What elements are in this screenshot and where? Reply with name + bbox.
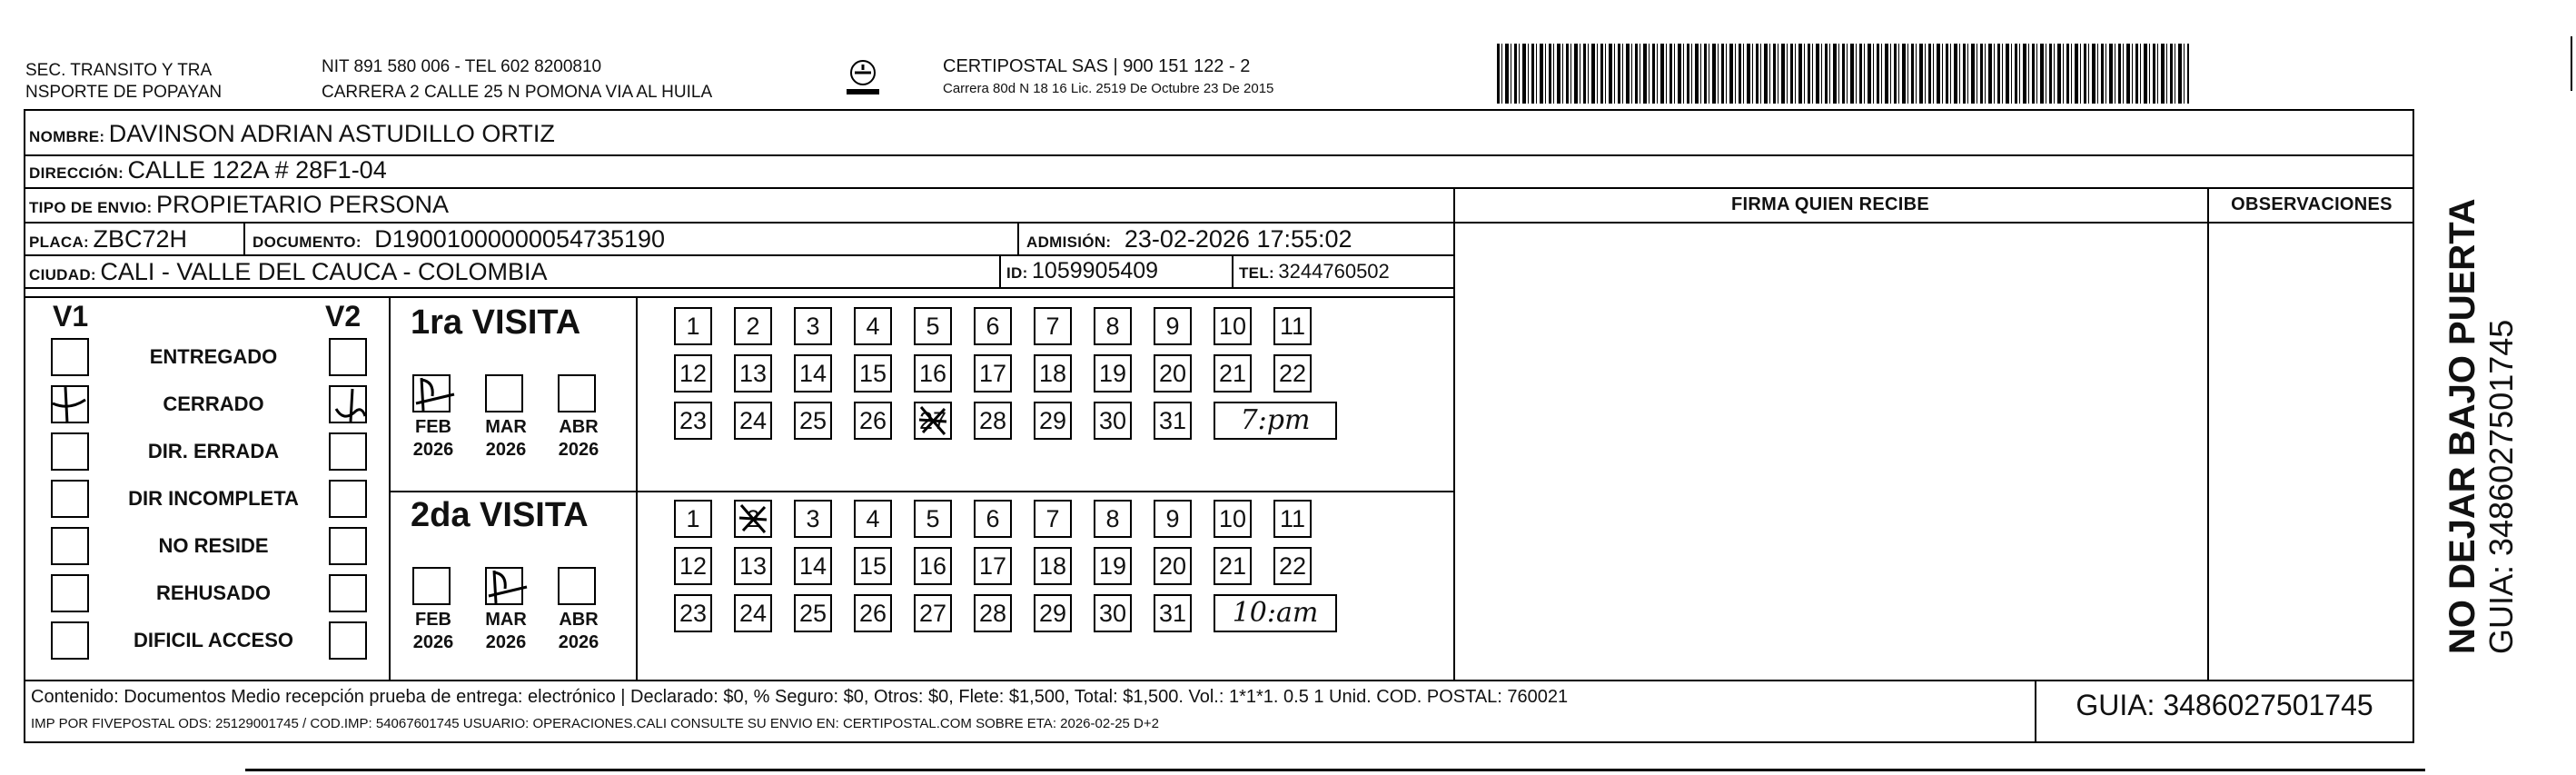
rule — [243, 222, 245, 254]
direccion-value: CALLE 122A # 28F1-04 — [127, 156, 387, 184]
rule — [24, 296, 1455, 298]
rule — [389, 491, 1455, 492]
sender-name — [25, 60, 222, 104]
visit2-day[interactable]: 3 — [794, 500, 832, 538]
side-text — [2442, 198, 2520, 654]
observaciones-header: OBSERVACIONES — [2231, 194, 2393, 214]
visit2-month-checkbox[interactable] — [412, 567, 451, 605]
month-year: 2026 — [485, 440, 527, 460]
side-warning: NO DEJAR BAJO PUERTA — [2442, 198, 2482, 654]
visit1-time-box[interactable] — [1214, 402, 1337, 440]
visit2-day[interactable]: 1 — [674, 500, 712, 538]
barcode — [1497, 44, 2189, 104]
status-label: REHUSADO — [156, 581, 271, 604]
status-label: DIFICIL ACCESO — [133, 629, 293, 651]
visit2-day[interactable]: 7 — [1034, 500, 1072, 538]
visit1-day[interactable]: 2 — [734, 307, 772, 345]
visit1-day[interactable]: 31 — [1154, 402, 1192, 440]
visit1-day[interactable]: 23 — [674, 402, 712, 440]
footer-contenido: Contenido: Documentos Medio recepción prueba de entrega: electrónico | Declarado: $0, % Seguro: $0, Otros: $0, Flete: $1,500, Total: $1,500. Vol.: 1*1*1. 0.5 1 Unid. COD. POSTAL: 760021 — [31, 687, 1569, 707]
rule — [389, 296, 391, 680]
visit1-month-checkbox[interactable] — [412, 374, 451, 412]
visit1-day[interactable]: 22 — [1273, 354, 1312, 392]
v2-checkbox[interactable] — [329, 432, 367, 471]
v1-checkbox[interactable] — [51, 432, 89, 471]
sender-line1: SEC. TRANSITO Y TRA — [25, 61, 213, 80]
row-direccion — [29, 156, 387, 184]
firma-header: FIRMA QUIEN RECIBE — [1731, 194, 1929, 214]
visit1-day[interactable]: 20 — [1154, 354, 1192, 392]
visit1-day[interactable]: 26 — [854, 402, 892, 440]
documento-label: DOCUMENTO: — [253, 233, 362, 251]
visit1-day[interactable]: 1 — [674, 307, 712, 345]
tipo-value: PROPIETARIO PERSONA — [155, 191, 450, 218]
v2-checkbox[interactable] — [329, 338, 367, 376]
v1-checkbox[interactable] — [51, 480, 89, 518]
carrier-info — [943, 56, 1273, 96]
placa-value: ZBC72H — [93, 225, 187, 253]
check-mark-icon — [49, 383, 89, 427]
v2-checkbox[interactable] — [329, 385, 367, 423]
visit1-day[interactable]: 19 — [1094, 354, 1132, 392]
admision-value: 23-02-2026 17:55:02 — [1124, 225, 1352, 253]
visit2-day[interactable]: 16 — [914, 547, 952, 585]
visit2-day[interactable]: 13 — [734, 547, 772, 585]
visit1-day[interactable]: 17 — [974, 354, 1012, 392]
visit2-time: 10:am — [1232, 597, 1319, 629]
visit1-month-label — [476, 416, 536, 462]
rule — [1232, 254, 1234, 287]
visit1-day[interactable]: 24 — [734, 402, 772, 440]
nombre-value: DAVINSON ADRIAN ASTUDILLO ORTIZ — [108, 120, 555, 147]
row-tipo — [29, 191, 449, 219]
rule — [24, 222, 2414, 224]
visit2-day[interactable]: 14 — [794, 547, 832, 585]
visit2-day[interactable]: 25 — [794, 594, 832, 632]
visit2-day[interactable]: 10 — [1214, 500, 1252, 538]
visit1-day[interactable]: 30 — [1094, 402, 1132, 440]
v2-label: V2 — [325, 300, 362, 333]
visit2-day[interactable]: 8 — [1094, 500, 1132, 538]
tipo-label: TIPO DE ENVIO: — [29, 199, 153, 216]
row-nombre — [29, 120, 555, 148]
direccion-label: DIRECCIÓN: — [29, 164, 124, 182]
visit1-day[interactable]: 4 — [854, 307, 892, 345]
v1-checkbox[interactable] — [51, 574, 89, 612]
month-name: ABR — [559, 417, 599, 437]
visit2-time-box[interactable] — [1214, 594, 1337, 632]
visit2-day[interactable]: 27 — [914, 594, 952, 632]
status-label: ENTREGADO — [149, 345, 278, 368]
visit1-day[interactable]: 12 — [674, 354, 712, 392]
v2-checkbox[interactable] — [329, 574, 367, 612]
visit1-day[interactable]: 21 — [1214, 354, 1252, 392]
status-label: DIR INCOMPLETA — [128, 487, 299, 510]
visit2-day[interactable]: 5 — [914, 500, 952, 538]
month-name: MAR — [485, 610, 527, 630]
visit2-day[interactable]: 28 — [974, 594, 1012, 632]
tel-value: 3244760502 — [1278, 260, 1390, 283]
month-year: 2026 — [412, 440, 454, 460]
visit2-day[interactable]: 20 — [1154, 547, 1192, 585]
rule — [24, 254, 1455, 256]
tel-label: TEL: — [1239, 264, 1274, 282]
visit2-day[interactable]: 31 — [1154, 594, 1192, 632]
month-name: FEB — [415, 417, 451, 437]
visit2-day[interactable]: 19 — [1094, 547, 1132, 585]
carrier-logo — [839, 53, 887, 100]
visit1-day[interactable]: 7 — [1034, 307, 1072, 345]
sender-address: CARRERA 2 CALLE 25 N POMONA VIA AL HUILA — [322, 83, 713, 102]
visit1-day[interactable]: 18 — [1034, 354, 1072, 392]
month-year: 2026 — [558, 632, 599, 652]
visit1-day[interactable]: 5 — [914, 307, 952, 345]
status-label: NO RESIDE — [158, 534, 269, 557]
v1-label: V1 — [53, 300, 89, 333]
carrier-line1: CERTIPOSTAL SAS | 900 151 122 - 2 — [943, 56, 1251, 76]
v1-checkbox[interactable] — [51, 385, 89, 423]
right-edge-mark — [2571, 36, 2572, 91]
visit1-day[interactable]: 25 — [794, 402, 832, 440]
visit2-day[interactable]: 12 — [674, 547, 712, 585]
rule — [24, 680, 2414, 681]
visit2-day[interactable]: 21 — [1214, 547, 1252, 585]
visit2-day[interactable]: 15 — [854, 547, 892, 585]
visit1-day[interactable]: 15 — [854, 354, 892, 392]
visit2-day[interactable]: 4 — [854, 500, 892, 538]
placa-label: PLACA: — [29, 233, 90, 251]
month-name: MAR — [485, 417, 527, 437]
v2-checkbox[interactable] — [329, 527, 367, 565]
v1-checkbox[interactable] — [51, 621, 89, 660]
visit1-title: 1ra VISITA — [411, 303, 581, 342]
rule — [24, 287, 1455, 289]
visit1-day[interactable]: 9 — [1154, 307, 1192, 345]
bottom-rule — [245, 769, 2425, 771]
month-name: FEB — [415, 610, 451, 630]
admision-cell — [1026, 225, 1352, 253]
day-mark-icon — [914, 402, 952, 440]
visit1-day[interactable]: 8 — [1094, 307, 1132, 345]
v1-checkbox[interactable] — [51, 527, 89, 565]
day-mark-icon — [734, 500, 772, 538]
rule — [999, 254, 1001, 287]
nombre-label: NOMBRE: — [29, 128, 105, 145]
ciudad-label: CIUDAD: — [29, 266, 96, 283]
visit1-day[interactable]: 10 — [1214, 307, 1252, 345]
visit1-day[interactable]: 13 — [734, 354, 772, 392]
placa-cell — [29, 225, 187, 253]
visit2-day[interactable]: 26 — [854, 594, 892, 632]
visit2-day[interactable]: 22 — [1273, 547, 1312, 585]
month-name: ABR — [559, 610, 599, 630]
ciudad-value: CALI - VALLE DEL CAUCA - COLOMBIA — [100, 258, 548, 285]
rule — [2207, 187, 2209, 680]
tel-cell — [1239, 260, 1390, 283]
visit1-day[interactable]: 14 — [794, 354, 832, 392]
sender-line2: NSPORTE DE POPAYAN — [25, 83, 223, 102]
check-mark-icon — [412, 373, 458, 414]
admision-label: ADMISIÓN: — [1026, 233, 1112, 251]
visit2-title: 2da VISITA — [411, 496, 589, 534]
visit1-day[interactable]: 3 — [794, 307, 832, 345]
id-cell — [1006, 258, 1158, 284]
sender-contact — [322, 56, 712, 104]
visit1-day[interactable]: 11 — [1273, 307, 1312, 345]
id-label: ID: — [1006, 264, 1028, 282]
rule — [1453, 187, 1455, 680]
visit1-time: 7:pm — [1240, 404, 1311, 436]
status-label: DIR. ERRADA — [147, 440, 280, 462]
visit2-day[interactable]: 6 — [974, 500, 1012, 538]
footer-guia: GUIA: 3486027501745 — [2076, 689, 2373, 721]
visit2-day[interactable]: 24 — [734, 594, 772, 632]
visit2-day[interactable]: 30 — [1094, 594, 1132, 632]
v2-checkbox[interactable] — [329, 621, 367, 660]
status-label: CERRADO — [163, 392, 264, 415]
month-year: 2026 — [558, 440, 599, 460]
v1-checkbox[interactable] — [51, 338, 89, 376]
visit2-day[interactable]: 29 — [1034, 594, 1072, 632]
visit1-day[interactable]: 28 — [974, 402, 1012, 440]
visit2-day[interactable]: 11 — [1273, 500, 1312, 538]
visit1-day[interactable]: 27 — [914, 402, 952, 440]
visit2-day[interactable]: 2 — [734, 500, 772, 538]
visit2-month-label — [403, 609, 463, 654]
visit1-day[interactable]: 6 — [974, 307, 1012, 345]
documento-value: D19001000000054735190 — [374, 225, 666, 253]
carrier-line2: Carrera 80d N 18 16 Lic. 2519 De Octubre 23 De 2015 — [943, 81, 1274, 96]
visit1-day[interactable]: 29 — [1034, 402, 1072, 440]
documento-cell — [253, 225, 665, 253]
visit2-day[interactable]: 23 — [674, 594, 712, 632]
visit1-month-label — [403, 416, 463, 462]
v2-checkbox[interactable] — [329, 480, 367, 518]
sender-nit: NIT 891 580 006 - TEL 602 8200810 — [322, 57, 602, 76]
check-mark-icon — [331, 385, 371, 429]
visit2-month-checkbox[interactable] — [485, 567, 523, 605]
ciudad-cell — [29, 258, 547, 286]
visit2-day[interactable]: 9 — [1154, 500, 1192, 538]
visit1-month-checkbox[interactable] — [485, 374, 523, 412]
visit2-month-checkbox[interactable] — [558, 567, 596, 605]
visit2-day[interactable]: 17 — [974, 547, 1012, 585]
visit1-month-checkbox[interactable] — [558, 374, 596, 412]
rule — [24, 187, 2414, 189]
visit1-month-label — [549, 416, 609, 462]
visit2-day[interactable]: 18 — [1034, 547, 1072, 585]
month-year: 2026 — [485, 632, 527, 652]
visit2-month-label — [476, 609, 536, 654]
visit2-month-label — [549, 609, 609, 654]
check-mark-icon — [485, 565, 530, 607]
rule — [1017, 222, 1019, 254]
visit1-day[interactable]: 16 — [914, 354, 952, 392]
rule — [636, 296, 638, 680]
footer-imp: IMP POR FIVEPOSTAL ODS: 25129001745 / COD.IMP: 54067601745 USUARIO: OPERACIONES.CALI CONSULTE SU ENVIO EN: CERTIPOSTAL.COM SOBRE ETA: 2026-02-25 D+2 — [31, 716, 1159, 731]
month-year: 2026 — [412, 632, 454, 652]
side-guia: GUIA: 3486027501745 — [2482, 319, 2520, 654]
id-value: 1059905409 — [1032, 258, 1159, 283]
